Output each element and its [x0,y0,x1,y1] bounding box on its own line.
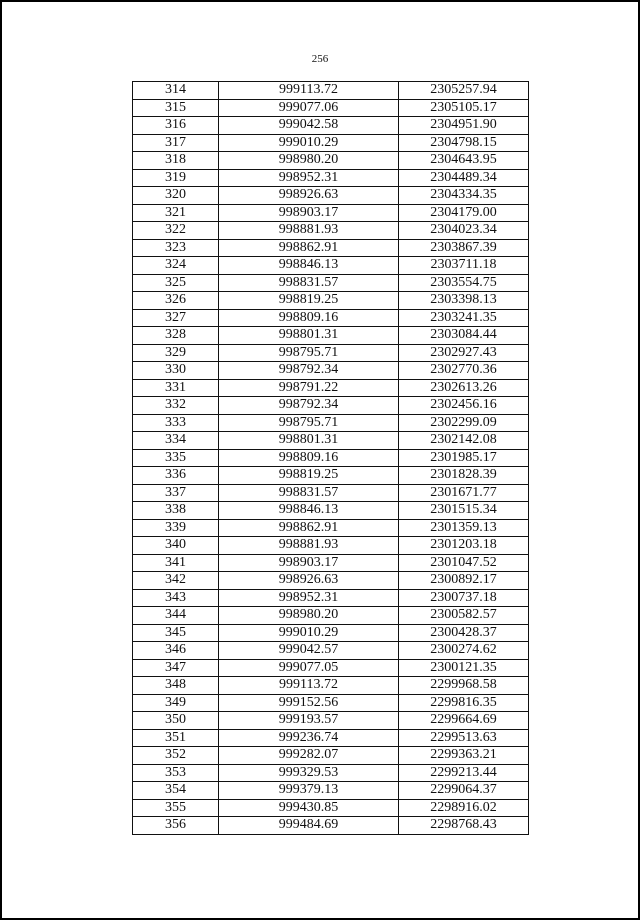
y-coordinate-cell: 2301203.18 [399,537,529,555]
point-number-cell: 343 [133,589,219,607]
point-number-cell: 320 [133,187,219,205]
x-coordinate-cell: 998801.31 [219,432,399,450]
point-number-cell: 317 [133,134,219,152]
table-row [133,712,529,730]
x-coordinate-cell: 999042.57 [219,642,399,660]
y-coordinate-cell: 2299513.63 [399,729,529,747]
table-row [133,467,529,485]
table-row [133,327,529,345]
y-coordinate-cell: 2303398.13 [399,292,529,310]
table-row [133,554,529,572]
coordinates-table [132,81,529,835]
table-row [133,239,529,257]
table-row [133,607,529,625]
point-number-cell: 331 [133,379,219,397]
point-number-cell: 350 [133,712,219,730]
table-row [133,537,529,555]
y-coordinate-cell: 2302456.16 [399,397,529,415]
page-number: 256 [311,53,329,65]
x-coordinate-cell: 998903.17 [219,204,399,222]
table-row [133,99,529,117]
point-number-cell: 341 [133,554,219,572]
table-row [133,589,529,607]
point-number-cell: 351 [133,729,219,747]
table-row [133,502,529,520]
x-coordinate-cell: 998791.22 [219,379,399,397]
point-number-cell: 353 [133,764,219,782]
point-number-cell: 327 [133,309,219,327]
y-coordinate-cell: 2304179.00 [399,204,529,222]
point-number-cell: 352 [133,747,219,765]
point-number-cell: 314 [133,82,219,100]
table-row [133,274,529,292]
point-number-cell: 330 [133,362,219,380]
table-row [133,729,529,747]
table-row [133,362,529,380]
y-coordinate-cell: 2299064.37 [399,782,529,800]
table-row [133,642,529,660]
table-row [133,624,529,642]
table-row [133,257,529,275]
y-coordinate-cell: 2301985.17 [399,449,529,467]
x-coordinate-cell: 998862.91 [219,519,399,537]
table-row [133,414,529,432]
y-coordinate-cell: 2298916.02 [399,799,529,817]
point-number-cell: 339 [133,519,219,537]
point-number-cell: 340 [133,537,219,555]
point-number-cell: 326 [133,292,219,310]
x-coordinate-cell: 998846.13 [219,257,399,275]
point-number-cell: 342 [133,572,219,590]
table-row [133,222,529,240]
y-coordinate-cell: 2302142.08 [399,432,529,450]
x-coordinate-cell: 998952.31 [219,589,399,607]
x-coordinate-cell: 999113.72 [219,677,399,695]
x-coordinate-cell: 999329.53 [219,764,399,782]
y-coordinate-cell: 2300274.62 [399,642,529,660]
x-coordinate-cell: 999236.74 [219,729,399,747]
x-coordinate-cell: 998881.93 [219,537,399,555]
x-coordinate-cell: 999484.69 [219,817,399,835]
x-coordinate-cell: 999010.29 [219,134,399,152]
x-coordinate-cell: 998926.63 [219,187,399,205]
y-coordinate-cell: 2303084.44 [399,327,529,345]
y-coordinate-cell: 2299816.35 [399,694,529,712]
point-number-cell: 334 [133,432,219,450]
table-row [133,449,529,467]
table-row [133,82,529,100]
y-coordinate-cell: 2300737.18 [399,589,529,607]
x-coordinate-cell: 998831.57 [219,484,399,502]
point-number-cell: 347 [133,659,219,677]
table-row [133,292,529,310]
y-coordinate-cell: 2303241.35 [399,309,529,327]
table-row [133,484,529,502]
y-coordinate-cell: 2301671.77 [399,484,529,502]
y-coordinate-cell: 2303867.39 [399,239,529,257]
x-coordinate-cell: 998980.20 [219,607,399,625]
point-number-cell: 355 [133,799,219,817]
y-coordinate-cell: 2302770.36 [399,362,529,380]
point-number-cell: 356 [133,817,219,835]
point-number-cell: 335 [133,449,219,467]
x-coordinate-cell: 998819.25 [219,467,399,485]
table-row [133,519,529,537]
y-coordinate-cell: 2299968.58 [399,677,529,695]
table-row [133,782,529,800]
x-coordinate-cell: 998792.34 [219,362,399,380]
y-coordinate-cell: 2304023.34 [399,222,529,240]
point-number-cell: 322 [133,222,219,240]
table-row [133,764,529,782]
y-coordinate-cell: 2303554.75 [399,274,529,292]
y-coordinate-cell: 2300582.57 [399,607,529,625]
y-coordinate-cell: 2301515.34 [399,502,529,520]
coordinates-table-body [133,82,529,835]
point-number-cell: 348 [133,677,219,695]
point-number-cell: 338 [133,502,219,520]
table-row [133,659,529,677]
table-row [133,572,529,590]
x-coordinate-cell: 999113.72 [219,82,399,100]
table-row [133,799,529,817]
y-coordinate-cell: 2299213.44 [399,764,529,782]
point-number-cell: 321 [133,204,219,222]
point-number-cell: 349 [133,694,219,712]
x-coordinate-cell: 999282.07 [219,747,399,765]
x-coordinate-cell: 998809.16 [219,309,399,327]
y-coordinate-cell: 2305257.94 [399,82,529,100]
table-row [133,747,529,765]
point-number-cell: 345 [133,624,219,642]
y-coordinate-cell: 2300428.37 [399,624,529,642]
point-number-cell: 323 [133,239,219,257]
x-coordinate-cell: 998862.91 [219,239,399,257]
point-number-cell: 328 [133,327,219,345]
x-coordinate-cell: 998795.71 [219,414,399,432]
x-coordinate-cell: 999077.06 [219,99,399,117]
y-coordinate-cell: 2300121.35 [399,659,529,677]
y-coordinate-cell: 2304951.90 [399,117,529,135]
x-coordinate-cell: 998819.25 [219,292,399,310]
point-number-cell: 319 [133,169,219,187]
y-coordinate-cell: 2299363.21 [399,747,529,765]
x-coordinate-cell: 998801.31 [219,327,399,345]
y-coordinate-cell: 2300892.17 [399,572,529,590]
point-number-cell: 346 [133,642,219,660]
y-coordinate-cell: 2304643.95 [399,152,529,170]
x-coordinate-cell: 998926.63 [219,572,399,590]
y-coordinate-cell: 2301359.13 [399,519,529,537]
point-number-cell: 324 [133,257,219,275]
table-row [133,204,529,222]
y-coordinate-cell: 2301047.52 [399,554,529,572]
x-coordinate-cell: 999379.13 [219,782,399,800]
y-coordinate-cell: 2302613.26 [399,379,529,397]
table-row [133,344,529,362]
point-number-cell: 315 [133,99,219,117]
page-border-top [0,0,640,2]
y-coordinate-cell: 2303711.18 [399,257,529,275]
x-coordinate-cell: 999077.05 [219,659,399,677]
point-number-cell: 329 [133,344,219,362]
table-row [133,117,529,135]
table-row [133,694,529,712]
x-coordinate-cell: 998881.93 [219,222,399,240]
y-coordinate-cell: 2298768.43 [399,817,529,835]
point-number-cell: 316 [133,117,219,135]
x-coordinate-cell: 999152.56 [219,694,399,712]
table-row [133,432,529,450]
point-number-cell: 333 [133,414,219,432]
table-row [133,152,529,170]
y-coordinate-cell: 2304798.15 [399,134,529,152]
y-coordinate-cell: 2304334.35 [399,187,529,205]
page-border-left [0,0,2,920]
table-row [133,134,529,152]
y-coordinate-cell: 2305105.17 [399,99,529,117]
y-coordinate-cell: 2302299.09 [399,414,529,432]
x-coordinate-cell: 999042.58 [219,117,399,135]
table-row [133,677,529,695]
x-coordinate-cell: 998952.31 [219,169,399,187]
table-row [133,379,529,397]
table-row [133,397,529,415]
x-coordinate-cell: 999193.57 [219,712,399,730]
x-coordinate-cell: 998846.13 [219,502,399,520]
y-coordinate-cell: 2301828.39 [399,467,529,485]
x-coordinate-cell: 998903.17 [219,554,399,572]
point-number-cell: 354 [133,782,219,800]
x-coordinate-cell: 999010.29 [219,624,399,642]
x-coordinate-cell: 998831.57 [219,274,399,292]
x-coordinate-cell: 998792.34 [219,397,399,415]
point-number-cell: 318 [133,152,219,170]
table-row [133,817,529,835]
point-number-cell: 344 [133,607,219,625]
x-coordinate-cell: 999430.85 [219,799,399,817]
point-number-cell: 337 [133,484,219,502]
y-coordinate-cell: 2299664.69 [399,712,529,730]
table-row [133,309,529,327]
x-coordinate-cell: 998795.71 [219,344,399,362]
y-coordinate-cell: 2302927.43 [399,344,529,362]
point-number-cell: 336 [133,467,219,485]
x-coordinate-cell: 998809.16 [219,449,399,467]
y-coordinate-cell: 2304489.34 [399,169,529,187]
table-row [133,187,529,205]
table-row [133,169,529,187]
point-number-cell: 332 [133,397,219,415]
point-number-cell: 325 [133,274,219,292]
x-coordinate-cell: 998980.20 [219,152,399,170]
